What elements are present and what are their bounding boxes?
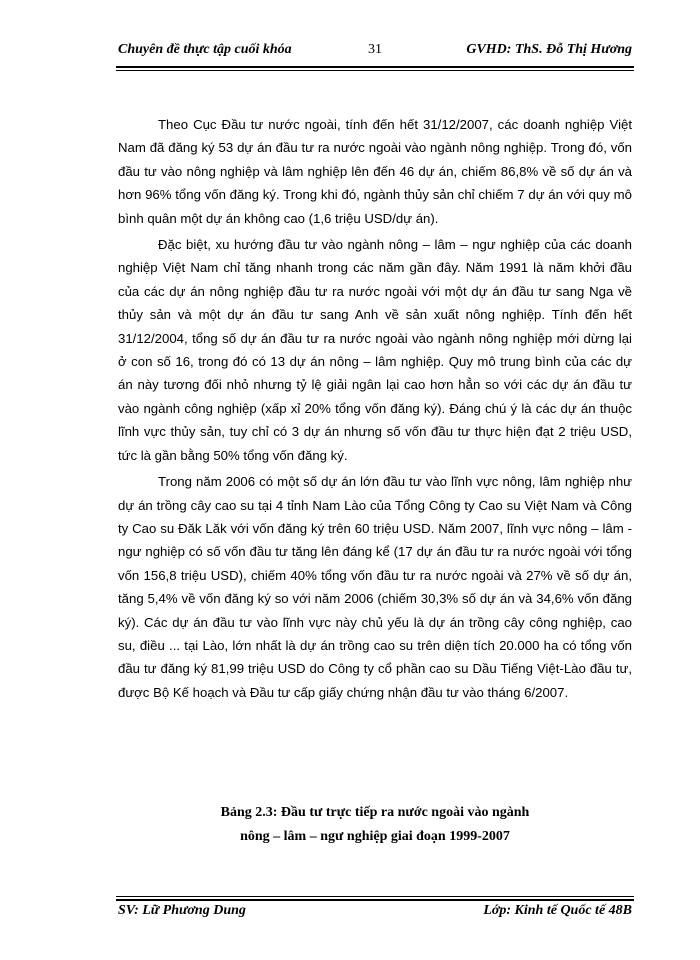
table-caption-line-2: nông – lâm – ngư nghiệp giai đoạn 1999-2007 [240, 829, 510, 844]
paragraph-1: Theo Cục Đầu tư nước ngoài, tính đến hết 31/12/2007, các doanh nghiệp Việt Nam đã đăng ký 53 dự án đầu tư ra nước ngoài vào ngành nông nghiệp. Trong đó, vốn đầu tư vào nông nghiệp và lâm nghiệp lên đến 46 dự án, chiếm 86,8% về số dự án và hơn 96% tổng vốn đăng ký. Trong khi đó, ngành thủy sản chỉ chiếm 7 dự án với quy mô bình quân một dự án không cao (1,6 triệu USD/dự án). [118, 117, 632, 226]
header-rule-thin [116, 70, 634, 71]
table-caption [118, 801, 632, 849]
footer-rule-thick [116, 899, 634, 901]
page-number: 31 [368, 42, 382, 57]
header-document-title: Chuyên đề thực tập cuối khóa [118, 42, 292, 57]
paragraph-2: Đặc biệt, xu hướng đầu tư vào ngành nông – lâm – ngư nghiệp của các doanh nghiệp Việt Nam chỉ tăng nhanh trong các năm gần đây. Năm 1991 là năm khởi đầu của các dự án nông nghiệp đầu tư ra nước ngoài với một dự án đầu tư sang Nga về thủy sản và một dự án đầu tư sang Anh về sản xuất nông nghiệp. Tính đến hết 31/12/2004, tổng số dự án đầu tư ra nước ngoài vào ngành nông nghiệp mới dừng lại ở con số 16, trong đó có 13 dự án nông – lâm nghiệp. Quy mô trung bình của các dự án này tương đối nhỏ nhưng tỷ lệ giải ngân lại cao hơn hẳn so với các dự án đầu tư vào ngành công nghiệp (xấp xỉ 20% tổng vốn đăng ký). Đáng chú ý là các dự án thuộc lĩnh vực thủy sản, tuy chỉ có 3 dự án nhưng số vốn đầu tư thực hiện đạt 2 triệu USD, tức là gần bằng 50% tổng vốn đăng ký. [118, 237, 632, 463]
footer-rule-thin [116, 896, 634, 897]
paragraph-3: Trong năm 2006 có một số dự án lớn đầu tư vào lĩnh vực nông, lâm nghiệp như dự án trồng cây cao su tại 4 tỉnh Nam Lào của Tổng Công ty Cao su Việt Nam và Công ty Cao su Đăk Lăk với vốn đăng ký trên 60 triệu USD. Năm 2007, lĩnh vực nông – lâm - ngư nghiệp có số vốn đầu tư tăng lên đáng kể (17 dự án đầu tư ra nước ngoài với tổng vốn 156,8 triệu USD), chiếm 40% tổng vốn đầu tư ra nước ngoài và 27% về số dự án, tăng 5,4% về vốn đăng ký so với năm 2006 (chiếm 30,3% số dự án và 34,6% vốn đăng ký). Các dự án đầu tư vào lĩnh vực này chủ yếu là dự án trồng cây công nghiệp, cao su, điều ... tại Lào, lớn nhất là dự án trồng cao su trên diện tích 20.000 ha có tổng vốn đầu tư đăng ký 81,99 triệu USD do Công ty cổ phần cao su Dầu Tiếng Việt-Lào đầu tư, được Bộ Kế hoạch và Đầu tư cấp giấy chứng nhận đầu tư vào tháng 6/2007. [118, 474, 632, 700]
table-caption-line-1: Bảng 2.3: Đầu tư trực tiếp ra nước ngoài vào ngành [220, 805, 530, 820]
footer-class: Lớp: Kinh tế Quốc tế 48B [483, 903, 632, 918]
footer-student: SV: Lữ Phương Dung [118, 903, 246, 918]
body-text [118, 113, 632, 704]
header-supervisor: GVHD: ThS. Đỗ Thị Hương [466, 42, 632, 57]
page-footer [118, 903, 632, 925]
header-rule-thick [116, 66, 634, 68]
page-header [118, 42, 632, 64]
